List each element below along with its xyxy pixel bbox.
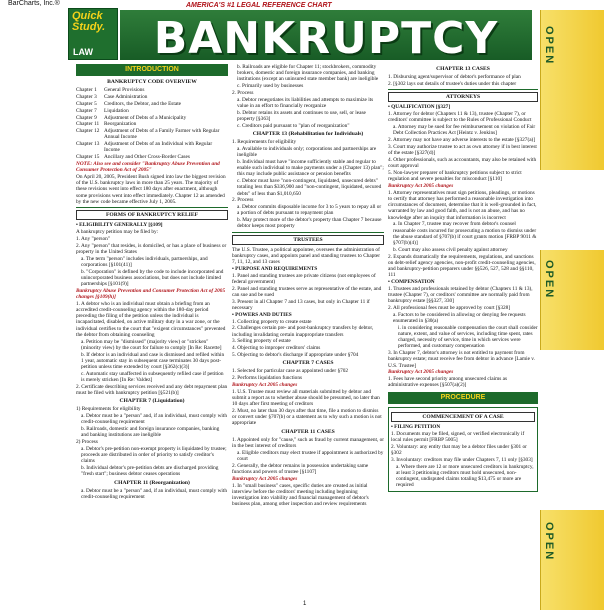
chapter-title: Ancillary and Other Cross-Border Cases	[104, 154, 190, 161]
list-item: c. Creditors paid pursuant to "plan of reorganization"	[237, 122, 350, 129]
list-item: 3. In Chapter 7, debtor's attorney is not entitled to payment from bankruptcy estate; must receive fee from debtor in advance [Lamie v. U.S. Trustee]	[388, 350, 535, 369]
trustees-title: TRUSTEES	[232, 235, 384, 245]
chapter-number: Chapter 7	[76, 107, 97, 114]
chapter-number: Chapter 3	[76, 94, 97, 101]
list-item: 1. Collecting property to create estate	[232, 318, 312, 325]
list-item: a. Debtor must be a "person" and, if an individual, must comply with credit-counseling requirement	[81, 487, 227, 501]
side-tab-procedure	[540, 510, 604, 610]
chapter11-title: CHAPTER 11 (Reorganization)	[114, 479, 190, 486]
chapter-title: Reorganization	[104, 121, 137, 128]
compensation-heading: • COMPENSATION	[388, 279, 435, 286]
list-item: 1. Disbursing agent/supervisor of debtor's performance of plan	[388, 74, 521, 81]
list-item: 2. Must, no later than 30 days after that time, file a motion to dismiss or convert under §707(b) or a statement as to why such a motion is not appropriate	[232, 408, 382, 427]
list-item: 1. Appointed only for "cause," such as fraud by current management, or in the best interest of creditors	[232, 436, 385, 450]
note: NOTE: Also see and consider "Bankruptcy Abuse Prevention and Consumer Protection Act of 2005"	[76, 160, 220, 174]
powers-heading: • POWERS AND DUTIES	[232, 311, 292, 318]
bac-heading-2: Bankruptcy Act 2005 changes	[232, 475, 298, 482]
list-item: 2. Performs liquidation functions	[232, 375, 303, 382]
bac-heading-1: Bankruptcy Act 2005 changes	[232, 382, 298, 388]
list-item: 2. [§302 lays out details of trustee's duties under this chapter	[388, 81, 517, 87]
list-item: c. Debtor must have "non-contingent, liquidated, unsecured debts" totaling less than $336,900 and "non-contingent, liquidated, secured debts" of less than $1,010,650	[237, 178, 382, 197]
chapter-row	[76, 115, 228, 121]
chapter13-list	[232, 139, 384, 229]
trustees-intro: The U.S. Trustee, a political appointee, oversees the administration of bankruptcy cases, and appoints panel and standing trustees to Chapter 7, 11, 12, and 13 cases	[232, 246, 380, 266]
bac-list-4	[388, 376, 538, 388]
list-item: 1. Selected for particular case as appointed under §702	[232, 368, 349, 375]
divider	[388, 89, 538, 90]
list-item: 1. Attorney for debtor (Chapters 11 & 13), trustee (Chapter 7), or creditors' committee is subject to the Rules of Professional Conduct	[388, 111, 532, 124]
chapter-title: Liquidation	[104, 107, 129, 114]
list-item: a. Available to individuals only; corporations and partnerships are ineligible	[237, 146, 377, 159]
side-tab-open-2	[540, 250, 604, 350]
list-item: 3. Selling property of estate	[232, 338, 291, 345]
list-item: 2. Process	[232, 90, 254, 96]
chapter7-list	[76, 406, 228, 477]
bac-list-2	[232, 483, 384, 508]
chapter7-cases-title: CHAPTER 7 CASES	[282, 360, 334, 367]
list-item: 1. A debtor who is an individual must obtain a briefing from an accredited credit-counseling agency within the 180-day period preceding the filing of the petition unless the individual is incapacitated, disabled, on active military duty in a war zone, or the individual certifies to the court that "exigent circumstances" prevented the debtor from obtaining counseling	[76, 300, 226, 338]
chapter-title: General Provisions	[104, 87, 145, 94]
page-number: 1	[303, 601, 307, 607]
column-3	[388, 64, 538, 492]
chapter11-cases-title: CHAPTER 11 CASES	[281, 428, 335, 435]
list-item: b. May protect more of the debtor's property than Chapter 7 because debtor keeps most property	[237, 217, 382, 230]
list-item: 2. All professional fees must be approved by court [§328]	[388, 305, 511, 312]
chapter-title: Adjustment of Debts of a Municipality	[104, 114, 187, 121]
chapter7-title: CHAPTER 7 (Liquidation)	[119, 398, 185, 405]
chapter-title: Adjustment of Debts of an Individual with Regular Income	[104, 141, 213, 154]
list-item: a. Where there are 12 or more unsecured creditors in bankruptcy, at least 3 petitioning creditors must hold unsecured, non-contingent, undisputed claims totaling $13,475 or more are required	[396, 463, 534, 489]
intro-header: INTRODUCTION	[76, 64, 228, 76]
chapter-number: Chapter 9	[76, 114, 97, 121]
chapter-row	[76, 101, 228, 107]
list-item: a. Eligible creditors may elect trustee if appointment is authorized by court	[237, 449, 384, 463]
chapter13-cases-list	[388, 74, 538, 87]
brand: BarCharts, Inc.®	[8, 0, 60, 7]
list-item: i. in considering reasonable compensation the court shall consider nature, extent, and value of services, including time spent, rates charged, necessity of service, time in which services were performed, and customary compensation	[398, 324, 538, 350]
bapcpa-heading: Bankruptcy Abuse Prevention and Consumer Protection Act of 2005 changes [§109(h)]	[76, 287, 226, 300]
filing-heading: • FILING PETITION	[391, 424, 441, 431]
chapter-list	[76, 87, 228, 160]
procedure-header: PROCEDURE	[388, 392, 538, 404]
list-item: 2. Panel and standing trustees serve as representative of the estate, and can sue and be sued	[232, 285, 382, 299]
list-item: 1. Requirements for eligibility	[232, 139, 297, 146]
eligibility-list	[76, 229, 228, 287]
list-item: 2. Expands dramatically the requirements, regulations, and sanctions on debt-relief agency agencies, non-profit credit-counseling agencies, and bankruptcy-petition preparers under §§526, 527, 528 and §§110, 111	[388, 253, 536, 279]
filing-list	[391, 431, 535, 489]
list-item: b. Court may also assess civil penalty against attorney	[393, 246, 508, 253]
powers-list	[232, 319, 384, 359]
list-item: a. In Chapter 7, trustee may recover from debtor's counsel reasonable costs incurred for prosecuting a motion to dismiss under the abuse standard of §707(b) if court grants motion [FRBP 9011 & §707(b)(4)]	[393, 221, 537, 247]
side-tab-open	[540, 10, 604, 170]
commencement-box	[388, 407, 538, 492]
list-item: 1. Fees have second priority among unsecured claims as administrative expenses [§507(a)(2)]	[388, 376, 507, 389]
chapter11-continued	[232, 64, 384, 129]
list-item: a. Debtor must be a "person" and, if an individual, must comply with credit-counseling requirement	[81, 413, 227, 426]
list-item: a. Attorney may be sued for fee reimbursement on violation of Fair Debt Collection Practices Act [Heintz v. Jenkins]	[393, 124, 536, 137]
list-item: 2. Generally, the debtor remains in possession undertaking same functions and powers of trustee [§1107]	[232, 462, 369, 476]
bac-heading-4: Bankruptcy Act 2005 changes	[388, 369, 454, 376]
chapter-title: Adjustment of Debts of a Family Farmer with Regular Annual Income	[104, 128, 220, 141]
list-item: 1. U.S. Trustee must review all materials submitted by debtor and submit a report as to whether abuse should be presumed, no later than 10 days after first meeting of creditors	[232, 388, 380, 408]
list-item: 3. Court may authorize trustee to act as own attorney if in best interest of the estate [§327(d)]	[388, 144, 537, 157]
list-item: 1. Any "person"	[76, 235, 110, 242]
list-item: a. Factors to be considered in allowing or denying fee requests enumerated in §30(a)	[393, 311, 526, 325]
overview-title: BANKRUPTCY CODE OVERVIEW	[107, 79, 197, 86]
list-item: 3. Involuntary: creditors may file under Chapters 7, 11 only [§303]	[391, 456, 533, 463]
purpose-list	[232, 273, 384, 311]
chapter-title: Creditors, the Debtor, and the Estate	[104, 101, 182, 107]
list-item: 2. Any "person" that resides, is domiciled, or has a place of business or property in the United States	[76, 242, 227, 255]
list-item: 2) Process	[76, 439, 98, 446]
attorneys-title: ATTORNEYS	[388, 92, 538, 102]
page-title: BANKRUPTCY	[153, 13, 499, 64]
side-tab-label: OPEN	[543, 26, 555, 66]
intro-paragraph: On April 20, 2005, President Bush signed into law the biggest revision of the U.S. bankruptcy laws in more than 25 years. The majority of these revisions went into effect 180 days after enactment, although some provisions went into effect immediately. Chapter 12 as amended by the new code became effective July 1, 2005.	[76, 173, 226, 205]
list-item: 1. In "small business" cases, specific duties are created as initial interview before the creditors' meeting including beginning investigation into viability and financial management of debtor's business plan, among other inspection and review requirements	[232, 482, 369, 508]
chapter11-list	[76, 488, 228, 500]
list-item: A bankruptcy petition may be filed by:	[76, 229, 159, 235]
chapter11-cases-list	[232, 437, 384, 475]
qualification-list	[388, 111, 538, 182]
side-tab-label-2: OPEN	[543, 260, 555, 300]
column-1	[76, 64, 228, 501]
list-item: b. Railroads, domestic and foreign insurance companies, banking and banking institutions are ineligible	[81, 426, 220, 439]
list-item: a. Debtor renegotiates its liabilities and attempts to maximize its value in an effort to financially reorganize	[237, 96, 374, 109]
chapter13-title: CHAPTER 13 (Rehabilitation for Individuals)	[252, 131, 364, 137]
list-item: c. Automatic stay unaffected in subsequently refiled case if petition is merely stricken [In Re: Valdez]	[81, 370, 224, 384]
list-item: a. Debtor commits disposable income for 3 to 5 years to repay all or a portion of debts pursuant to repayment plan	[237, 204, 382, 217]
forms-title: FORMS OF BANKRUPTCY RELIEF	[76, 210, 228, 220]
list-item: a. The term "person" includes individuals, partnerships, and corporations [§101(41)]	[81, 255, 208, 268]
list-item: a. Debtor's pre-petition non-exempt property is liquidated by trustee; proceeds are distributed in order of priority to satisfy creditor's claims	[81, 446, 227, 465]
list-item: 2. Process	[232, 197, 254, 204]
list-item: 2. Certificate describing services received and any debt repayment plan must be filed with bankruptcy petition [§521(b)]	[76, 383, 228, 397]
title-banner	[120, 10, 532, 64]
chapter13-cases-title: CHAPTER 13 CASES	[436, 66, 490, 72]
list-item: 2. Voluntary: any entity that may be a debtor files under §301 or §302	[391, 443, 527, 457]
chapter7-cases-list	[232, 368, 384, 381]
chapter-row	[76, 108, 228, 114]
list-item: b. Debtor retains its assets and continues to use, sell, or lease property [§363]	[237, 109, 366, 122]
list-item: b. Railroads are eligible for Chapter 11; stockbrokers, commodity brokers, domestic and foreign insurance companies, and banking institutions (except an uninsured state member bank) are ineligible	[237, 64, 379, 83]
list-item: 3. Present in all Chapter 7 and 13 cases, but only in Chapter 11 if necessary	[232, 298, 370, 312]
column-2	[232, 64, 384, 508]
chapter-title: Case Administration	[104, 94, 148, 101]
purpose-heading: • PURPOSE AND REQUIREMENTS	[232, 266, 318, 273]
list-item: 2. Challenges certain pre- and post-bankruptcy transfers by debtor, including invalidating certain inappropriate transfers	[232, 325, 374, 338]
chapter-row	[76, 94, 228, 100]
list-item: 1) Requirements for eligibility	[76, 406, 141, 413]
list-item: 1. Trustees and professionals retained by debtor (Chapters 11 & 13), trustee (Chapter 7), or creditors' committee are normally paid from bankruptcy estate [§§327, 330]	[388, 285, 533, 305]
list-item: 4. Other professionals, such as accountants, may also be retained with court approval	[388, 157, 537, 170]
chapter-number: Chapter 12	[76, 128, 100, 135]
chapter-number: Chapter 5	[76, 101, 97, 107]
bapcpa-list	[76, 301, 228, 396]
chapter-number: Chapter 1	[76, 87, 97, 94]
divider	[76, 207, 228, 208]
list-item: b. If debtor is an individual and case is dismissed and refiled within 1 year, automatic stay in subsequent case terminates 30 days post-petition unless time extended by court [§362(c)(3)]	[81, 351, 225, 371]
list-item: 5. Objecting to debtor's discharge if appropriate under §704	[232, 352, 359, 358]
list-item: a. Petition may be "dismissed" (majority view) or "stricken" (minority view) by the court for failure to comply [In Re: Racette]	[81, 338, 222, 351]
list-item: b. Individual debtor's pre-petition debts are discharged providing "fresh start"; business debtor ceases operations	[81, 465, 219, 478]
quickstudy-logo	[68, 8, 118, 60]
list-item: 1. Panel and standing trustees are private citizens (not employees of federal government)	[232, 272, 376, 286]
logo-law: LAW	[73, 47, 93, 57]
list-item: 4. Objecting to improper creditors' claims	[232, 345, 321, 352]
list-item: b. "Corporation" is defined by the code to include incorporated and unincorporated business associations, but does not include limited partnerships [§101(9)]	[81, 268, 224, 287]
chapter-row	[76, 121, 228, 127]
list-item: 2. Attorney may not have any adverse interests to the estate [§327(a)]	[388, 137, 536, 144]
list-item: 1. Attorney representatives must sign petitions, pleadings, or motions to certify that attorney has performed a reasonable investigation into circumstances of document, determine that it is well-grounded in fact, warranted by law and good faith, and is not an abuse, and has no knowledge after an inquiry that information is incorrect	[388, 189, 537, 221]
list-item: 1. Documents may be filed, signed, or verified electronically if local rules permit [FRBP 5005]	[391, 430, 525, 444]
divider	[232, 232, 384, 233]
chapter-row	[76, 141, 228, 153]
chapter-row	[76, 87, 228, 93]
bac-heading-3: Bankruptcy Act 2005 changes	[388, 183, 454, 189]
compensation-list	[388, 286, 538, 369]
side-tab-label-3: OPEN	[543, 522, 555, 562]
chapter-number: Chapter 13	[76, 141, 100, 148]
list-item: 5. Non-lawyer preparer of bankruptcy petitions subject to strict regulation and severe penalties for misconduct [§110]	[388, 170, 522, 183]
bac-list-1	[232, 389, 384, 427]
qualification-heading: • QUALIFICATION [§327]	[388, 104, 451, 111]
list-item: b. Individual must have "income sufficiently stable and regular to enable such individual to make payments under a (Chapter 13) plan"; this may include public assistance or pension benefits	[237, 159, 384, 178]
chapter-row	[76, 154, 228, 160]
logo-text: Quick Study.	[72, 10, 106, 33]
bac-list-3	[388, 190, 538, 279]
chapter-number: Chapter 15	[76, 154, 100, 161]
commencement-title: COMMENCEMENT OF A CASE	[391, 412, 535, 422]
eligibility-heading: • ELIGIBILITY GENERALLY [§109]	[76, 222, 163, 229]
chapter-row	[76, 128, 228, 140]
tagline: AMERICA'S #1 LEGAL REFERENCE CHART	[186, 2, 332, 9]
list-item: c. Primarily used by businesses	[237, 83, 304, 90]
chapter-number: Chapter 11	[76, 121, 100, 128]
